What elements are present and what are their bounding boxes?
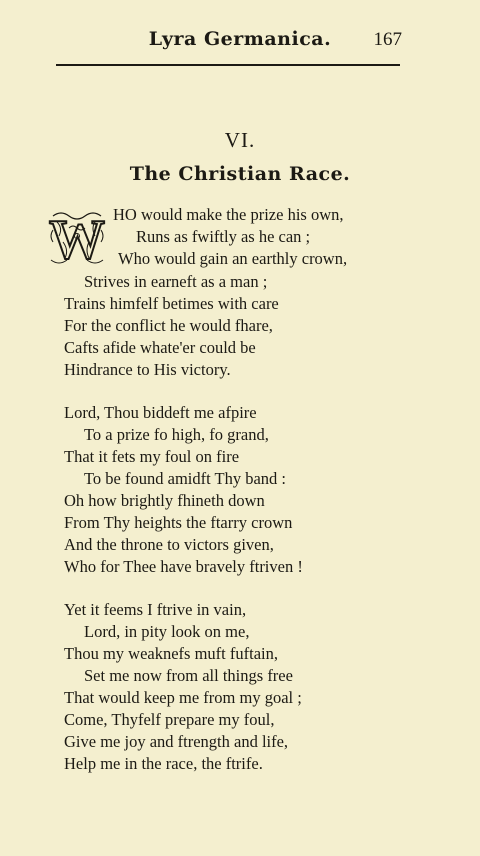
poem-line: Runs as fwiftly as he can ;	[136, 227, 311, 246]
poem-line: Set me now from all things free	[84, 666, 293, 685]
poem-line: Who for Thee have bravely ftriven !	[64, 557, 303, 576]
poem-line: Thou my weaknefs muft fuftain,	[64, 644, 278, 663]
poem-line: For the conflict he would fhare,	[64, 316, 273, 335]
poem-line: Lord, in pity look on me,	[84, 622, 250, 641]
poem-line: Strives in earneft as a man ;	[84, 272, 268, 291]
drop-cap-initial	[47, 206, 107, 268]
poem-line: That would keep me from my goal ;	[64, 688, 302, 707]
poem-line: Come, Thyfelf prepare my foul,	[64, 710, 275, 729]
drop-cap-letter: W	[49, 209, 105, 268]
page-number: 167	[373, 29, 402, 50]
poem-line: HO would make the prize his own,	[113, 205, 344, 224]
poem-line: Who would gain an earthly crown,	[118, 249, 348, 268]
header-rule	[56, 64, 400, 66]
poem-line: That it fets my foul on fire	[64, 447, 240, 466]
poem-line: Lord, Thou biddeft me afpire	[64, 403, 257, 422]
poem-line: To a prize fo high, fo grand,	[84, 425, 269, 444]
poem-line: Yet it feems I ftrive in vain,	[64, 600, 247, 619]
poem-line: Give me joy and ftrength and life,	[64, 732, 289, 751]
running-title: Lyra Germanica.	[148, 28, 332, 50]
poem-line: Oh how brightly fhineth down	[64, 491, 265, 510]
poem-line: Help me in the race, the ftrife.	[64, 754, 263, 773]
poem-title: The Christian Race.	[129, 163, 351, 185]
poem-line: From Thy heights the ftarry crown	[64, 513, 293, 532]
poem-line: Trains himfelf betimes with care	[64, 294, 279, 313]
poem-line: Hindrance to His victory.	[64, 360, 231, 379]
poem-number: VI.	[224, 128, 256, 152]
poem-line: Cafts afide whate'er could be	[64, 338, 256, 357]
poem-line: And the throne to victors given,	[64, 535, 274, 554]
poem-line: To be found amidft Thy band :	[84, 469, 287, 488]
running-head	[0, 26, 480, 56]
